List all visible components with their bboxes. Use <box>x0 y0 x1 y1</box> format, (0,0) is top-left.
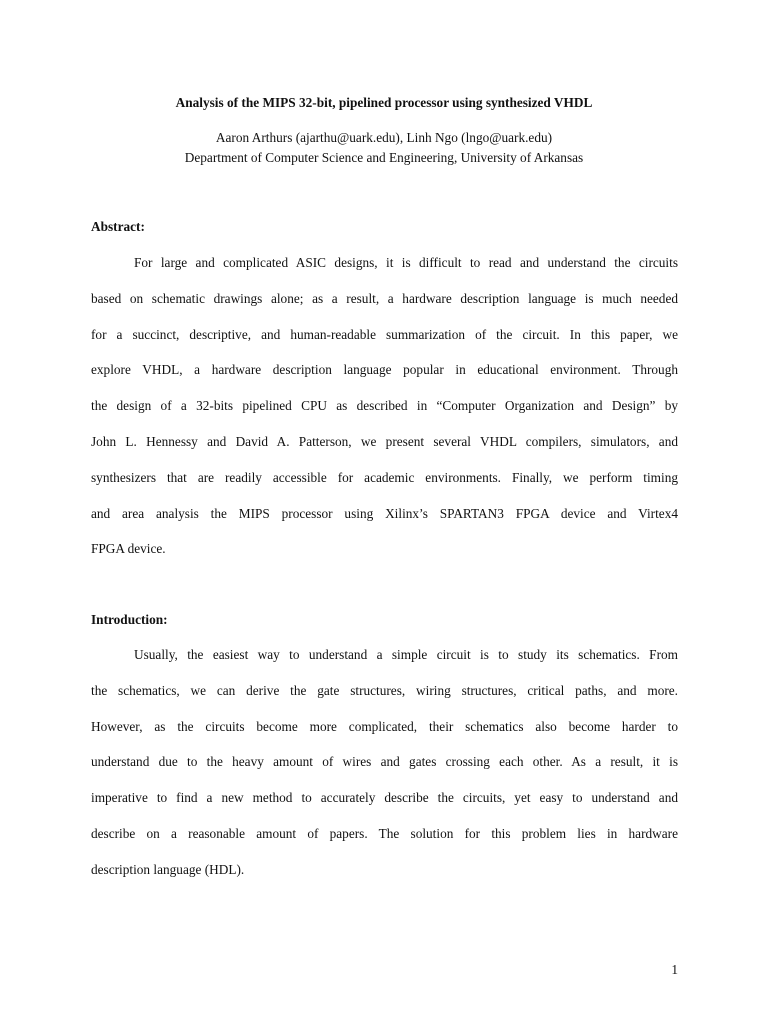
page-number: 1 <box>671 962 678 977</box>
abstract-heading: Abstract: <box>91 219 145 234</box>
introduction-heading: Introduction: <box>91 612 168 627</box>
introduction-line: Usually, the easiest way to understand a simple circuit is to study its schematics. From <box>134 647 678 662</box>
author-block <box>0 128 768 168</box>
abstract-paragraph <box>91 245 678 567</box>
abstract-line: for a succinct, descriptive, and human-readable summarization of the circuit. In this paper, we <box>91 326 678 342</box>
abstract-line: synthesizers that are readily accessible for academic environments. Finally, we perform timing <box>91 469 678 485</box>
introduction-line: the schematics, we can derive the gate structures, wiring structures, critical paths, and more. <box>91 682 678 698</box>
abstract-line: FPGA device. <box>91 541 166 557</box>
abstract-line: the design of a 32-bits pipelined CPU as described in “Computer Organization and Design” by <box>91 398 678 414</box>
abstract-line: For large and complicated ASIC designs, it is difficult to read and understand the circuits <box>134 255 678 270</box>
introduction-paragraph <box>91 637 678 888</box>
affiliation-line: Department of Computer Science and Engineering, University of Arkansas <box>184 150 584 165</box>
abstract-line: explore VHDL, a hardware description language popular in educational environment. Through <box>91 362 678 378</box>
introduction-line: imperative to find a new method to accurately describe the circuits, yet easy to understand and <box>91 790 678 806</box>
paper-title: Analysis of the MIPS 32-bit, pipelined processor using synthesized VHDL <box>175 95 593 110</box>
abstract-line: John L. Hennessy and David A. Patterson, we present several VHDL compilers, simulators, and <box>91 433 678 449</box>
introduction-line: description language (HDL). <box>91 861 245 877</box>
introduction-line: However, as the circuits become more complicated, their schematics also become harder to <box>91 718 678 734</box>
abstract-line: based on schematic drawings alone; as a result, a hardware description language is much needed <box>91 290 678 306</box>
authors-line: Aaron Arthurs (ajarthu@uark.edu), Linh Ngo (lngo@uark.edu) <box>215 130 553 145</box>
introduction-line: understand due to the heavy amount of wires and gates crossing each other. As a result, it is <box>91 754 678 770</box>
introduction-line: describe on a reasonable amount of papers. The solution for this problem lies in hardware <box>91 825 678 841</box>
abstract-line: and area analysis the MIPS processor using Xilinx’s SPARTAN3 FPGA device and Virtex4 <box>91 505 678 521</box>
